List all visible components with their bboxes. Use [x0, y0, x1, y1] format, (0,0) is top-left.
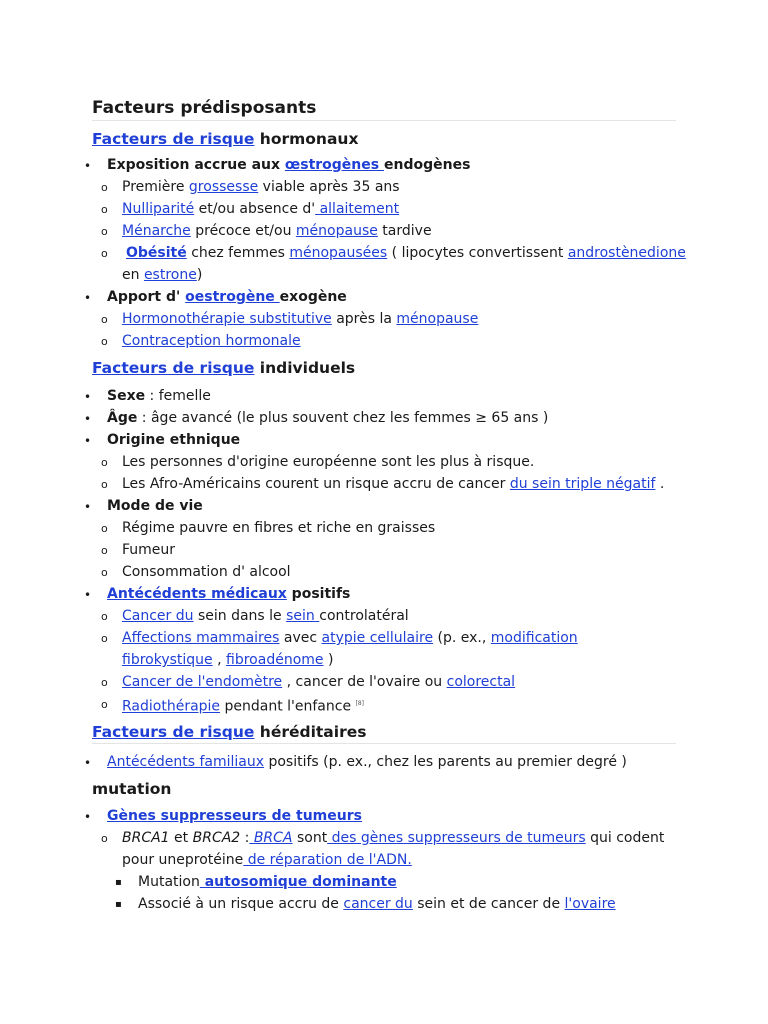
link-antecedents-familiaux[interactable]: Antécédents familiaux: [107, 754, 265, 770]
bullet-disc: •: [84, 291, 92, 305]
bullet-circle: o: [101, 566, 108, 579]
bullet-circle: o: [101, 203, 108, 216]
link-genes-suppresseurs-2[interactable]: des gènes suppresseurs de tumeurs: [327, 830, 586, 846]
bullet-circle: o: [101, 610, 108, 623]
link-affections-mammaires[interactable]: Affections mammaires: [122, 630, 280, 646]
bullet-square: ▪: [115, 877, 122, 888]
list-item-antecedents-medicaux: Antécédents médicaux positifs: [107, 586, 351, 602]
bullet-disc: •: [84, 500, 92, 514]
list-item-genes-suppresseurs: [107, 805, 362, 827]
list-item-europeenne: Les personnes d'origine européenne sont les plus à risque.: [122, 454, 535, 470]
link-menopause-2[interactable]: ménopause: [396, 311, 479, 327]
list-item-affections-cont: fibrokystique , fibroadénome ): [122, 652, 334, 668]
link-cancer-du[interactable]: Cancer du: [122, 608, 194, 624]
section-heading-mutation: mutation: [92, 780, 172, 798]
list-item-exposition: Exposition accrue aux œstrogènes endogènes: [107, 157, 471, 173]
link-fibroadenome[interactable]: fibroadénome: [226, 652, 324, 668]
link-nulliparite[interactable]: Nulliparité: [122, 201, 195, 217]
list-item-antecedents-familiaux: Antécédents familiaux positifs (p. ex., chez les parents au premier degré ): [107, 754, 627, 770]
link-reparation-adn[interactable]: de réparation de l'ADN.: [243, 852, 412, 868]
link-oestrogenes[interactable]: œstrogènes: [284, 157, 384, 173]
link-facteurs-de-risque[interactable]: Facteurs de risque: [92, 130, 255, 148]
bullet-disc: •: [84, 159, 92, 173]
bullet-circle: o: [101, 225, 108, 238]
list-item-mode-de-vie: Mode de vie: [107, 498, 203, 514]
link-allaitement[interactable]: allaitement: [315, 201, 400, 217]
link-obesite[interactable]: Obésité: [126, 245, 187, 261]
bullet-circle: o: [101, 544, 108, 557]
link-antecedents-medicaux[interactable]: Antécédents médicaux: [107, 586, 287, 602]
bullet-circle: o: [101, 698, 108, 711]
link-ovaire[interactable]: l'ovaire: [564, 896, 616, 912]
list-item-obesite: Obésité chez femmes ménopausées ( lipocytes convertissent androstènedione: [126, 245, 686, 261]
link-facteurs-de-risque-2[interactable]: Facteurs de risque: [92, 359, 255, 377]
link-autosomique-dominante[interactable]: autosomique dominante: [199, 874, 397, 890]
list-item-afro: Les Afro-Américains courent un risque accru de cancer du sein triple négatif .: [122, 476, 665, 492]
citation-mark[interactable]: [8]: [355, 700, 365, 707]
link-radiotherapie[interactable]: Radiothérapie: [122, 698, 221, 715]
bullet-square: ▪: [115, 899, 122, 910]
list-item-cancer-sein: Cancer du sein dans le sein controlatéral: [122, 608, 409, 624]
list-item-endometre: Cancer de l'endomètre , cancer de l'ovaire ou colorectal: [122, 674, 516, 690]
section-heading-individuels: Facteurs de risque individuels: [92, 359, 356, 377]
link-sein[interactable]: sein: [286, 608, 320, 624]
link-hormonotherapie[interactable]: Hormonothérapie substitutive: [122, 311, 332, 327]
link-cancer-du-2[interactable]: cancer du: [343, 896, 413, 912]
link-menopause[interactable]: ménopause: [295, 223, 378, 239]
link-menarche[interactable]: Ménarche: [122, 223, 191, 239]
bullet-disc: •: [84, 412, 92, 426]
link-facteurs-de-risque-3[interactable]: Facteurs de risque: [92, 723, 255, 741]
bullet-circle: o: [101, 522, 108, 535]
bullet-circle: o: [101, 335, 108, 348]
list-item-brca: BRCA1 et BRCA2 : BRCA sont des gènes suppresseurs de tumeurs qui codent: [122, 830, 665, 846]
list-item-grossesse: Première grossesse viable après 35 ans: [122, 179, 400, 195]
section-heading-hereditaires: Facteurs de risque héréditaires: [92, 721, 676, 744]
link-menopausees[interactable]: ménopausées: [289, 245, 388, 261]
bullet-circle: o: [101, 676, 108, 689]
link-estrone[interactable]: estrone: [143, 267, 197, 283]
link-brca[interactable]: BRCA: [249, 830, 293, 846]
link-androstenedione[interactable]: androstènedione: [567, 245, 686, 261]
list-item-associe: Associé à un risque accru de cancer du sein et de cancer de l'ovaire: [138, 896, 616, 912]
link-grossesse[interactable]: grossesse: [188, 179, 259, 195]
bullet-disc: •: [84, 756, 92, 770]
bullet-disc: •: [84, 434, 92, 448]
bullet-circle: o: [101, 632, 108, 645]
bullet-circle: o: [101, 181, 108, 194]
bullet-circle: o: [101, 832, 108, 845]
bullet-circle: o: [101, 456, 108, 469]
link-atypie-cellulaire[interactable]: atypie cellulaire: [321, 630, 434, 646]
list-item-radiotherapie: Radiothérapie pendant l'enfance [8]: [122, 698, 365, 715]
link-colorectal[interactable]: colorectal: [446, 674, 516, 690]
list-item-nulliparite: Nulliparité et/ou absence d' allaitement: [122, 201, 400, 217]
page-title: Facteurs prédisposants: [92, 96, 676, 121]
section-heading-hormonal: Facteurs de risque hormonaux: [92, 130, 359, 148]
link-fibrokystique[interactable]: fibrokystique: [122, 652, 213, 668]
bullet-disc: •: [84, 588, 92, 602]
list-item-brca-cont: pour uneprotéine de réparation de l'ADN.: [122, 852, 412, 868]
list-item-affections: Affections mammaires avec atypie cellulaire (p. ex., modification: [122, 630, 578, 646]
list-item-obesite-cont: en estrone): [122, 267, 203, 283]
list-item-menarche: Ménarche précoce et/ou ménopause tardive: [122, 223, 432, 239]
link-contraception[interactable]: Contraception hormonale: [122, 333, 301, 349]
link-sein-triple-negatif[interactable]: du sein triple négatif: [509, 476, 656, 492]
list-item-contraception: [122, 330, 301, 352]
list-item-apport: Apport d' oestrogène exogène: [107, 289, 347, 305]
bullet-disc: •: [84, 390, 92, 404]
list-item-alcool: Consommation d' alcool: [122, 564, 291, 580]
link-oestrogene[interactable]: oestrogène: [185, 289, 280, 305]
bullet-circle: o: [101, 247, 108, 260]
list-item-origine: Origine ethnique: [107, 432, 241, 448]
bullet-circle: o: [101, 478, 108, 491]
list-item-mutation-autosomique: Mutation autosomique dominante: [138, 874, 397, 890]
list-item-regime: Régime pauvre en fibres et riche en graisses: [122, 520, 436, 536]
list-item-hormonotherapie: Hormonothérapie substitutive après la ménopause: [122, 311, 479, 327]
bullet-circle: o: [101, 313, 108, 326]
list-item-fumeur: Fumeur: [122, 542, 176, 558]
link-modification[interactable]: modification: [490, 630, 578, 646]
link-cancer-endometre[interactable]: Cancer de l'endomètre: [122, 674, 283, 690]
list-item-age: Âge : âge avancé (le plus souvent chez les femmes ≥ 65 ans ): [107, 410, 549, 426]
list-item-sexe: Sexe : femelle: [107, 388, 211, 404]
link-genes-suppresseurs[interactable]: Gènes suppresseurs de tumeurs: [107, 808, 362, 824]
bullet-disc: •: [84, 810, 92, 824]
